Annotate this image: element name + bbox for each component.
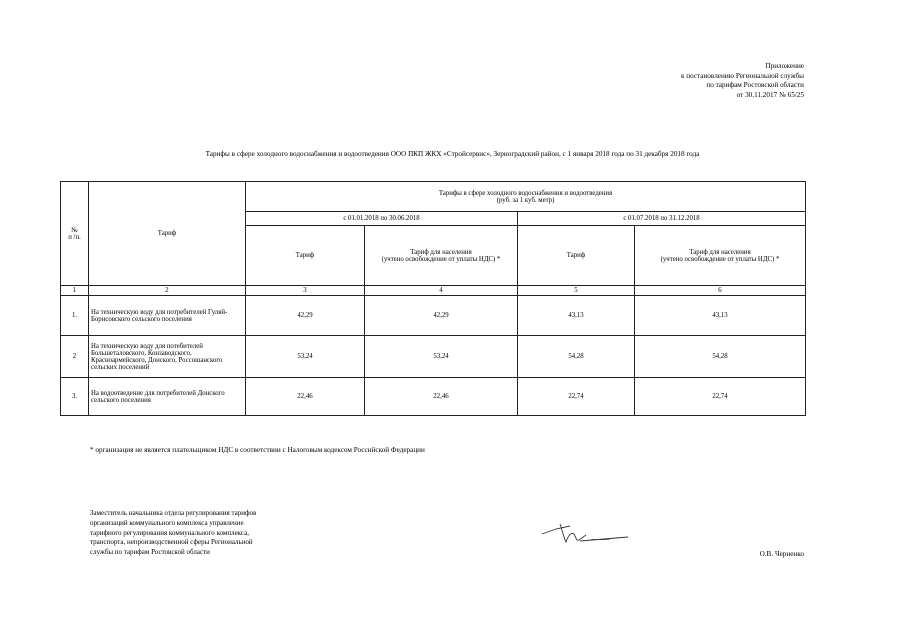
table-row bbox=[61, 336, 806, 378]
header-group bbox=[246, 182, 806, 212]
column-number: 4 bbox=[365, 286, 518, 296]
row-number: 1. bbox=[61, 296, 89, 336]
appendix-line: от 30.11.2017 № 65/25 bbox=[736, 90, 804, 99]
signatory-line: организаций коммунального комплекса управление bbox=[90, 518, 244, 527]
row-value: 42,29 bbox=[365, 296, 518, 336]
row-value: 22,46 bbox=[365, 378, 518, 416]
appendix-line: по тарифам Ростовской области bbox=[706, 81, 804, 90]
signatory-line: службы по тарифам Ростовской области bbox=[90, 548, 210, 557]
row-value: 22,74 bbox=[635, 378, 806, 416]
signatory-line: Заместитель начальника отдела регулирования тарифов bbox=[90, 509, 257, 517]
header-col-tariff: Тариф bbox=[518, 226, 635, 286]
column-number: 6 bbox=[635, 286, 806, 296]
row-value: 22,74 bbox=[518, 378, 635, 416]
signatory-line: транспорта, непроизводственной сферы Региональной bbox=[90, 538, 253, 547]
column-number: 3 bbox=[246, 286, 365, 296]
header-col-population-line: (учтено освобождение от уплаты НДС) * bbox=[660, 255, 780, 263]
signatory-position bbox=[90, 509, 256, 558]
header-col-population bbox=[635, 226, 806, 286]
header-col-population-line: Тариф для населения bbox=[689, 248, 751, 256]
column-number: 1 bbox=[61, 286, 89, 296]
row-value: 42,29 bbox=[246, 296, 365, 336]
row-value: 54,28 bbox=[635, 336, 806, 378]
appendix-header bbox=[681, 62, 804, 100]
row-value: 43,13 bbox=[635, 296, 806, 336]
row-description: На техническую воду для потебителей Большеталовского, Конзаводского, Красноармейского, Донского, Россошанского сельских поселений bbox=[89, 336, 246, 378]
row-value: 54,28 bbox=[518, 336, 635, 378]
row-number: 3. bbox=[61, 378, 89, 416]
signatory-line: тарифного регулирования коммунального комплекса, bbox=[90, 528, 249, 537]
footnote: * организация не является плательщиком НДС в соответствии с Налоговым кодексом Российской Федерации bbox=[90, 446, 425, 454]
row-value: 53,24 bbox=[365, 336, 518, 378]
row-value: 22,46 bbox=[246, 378, 365, 416]
appendix-line: Приложение bbox=[765, 62, 804, 70]
table-row bbox=[61, 296, 806, 336]
row-description: На техническую воду для потребителей Гуляй-Борисовского сельского поселения bbox=[89, 296, 246, 336]
row-value: 43,13 bbox=[518, 296, 635, 336]
handwritten-signature bbox=[540, 520, 635, 555]
tariff-table bbox=[60, 181, 806, 416]
table-row bbox=[61, 378, 806, 416]
row-description: На водоотведение для потребителей Донского сельского поселения bbox=[89, 378, 246, 416]
header-period-2: с 01.07.2018 по 31.12.2018 bbox=[518, 212, 806, 226]
row-number: 2 bbox=[61, 336, 89, 378]
header-period-1: с 01.01.2018 по 30.06.2018 bbox=[246, 212, 518, 226]
header-number: № п /п. bbox=[61, 182, 89, 286]
document-title: Тарифы в сфере холодного водоснабжения и водоотведения ООО ПКП ЖКХ «Стройсервис», Зерноградский район, с 1 января 2018 года по 31 декабря 2018 года bbox=[205, 150, 700, 158]
header-tariff: Тариф bbox=[89, 182, 246, 286]
signature-drawing bbox=[540, 520, 635, 550]
signatory-name: О.В. Черненко bbox=[759, 550, 804, 558]
row-value: 53,24 bbox=[246, 336, 365, 378]
header-col-tariff: Тариф bbox=[246, 226, 365, 286]
header-col-population-line: (учтено освобождение от уплаты НДС) * bbox=[381, 255, 501, 263]
column-number: 2 bbox=[89, 286, 246, 296]
header-group-title: Тарифы в сфере холодного водоснабжения и водоотведения bbox=[438, 189, 613, 197]
header-col-population bbox=[365, 226, 518, 286]
appendix-line: к постановлению Региональной службы bbox=[680, 71, 804, 80]
header-col-population-line: Тариф для населения bbox=[410, 248, 472, 256]
header-group-unit: (руб. за 1 куб. метр) bbox=[496, 196, 555, 204]
column-number: 5 bbox=[518, 286, 635, 296]
